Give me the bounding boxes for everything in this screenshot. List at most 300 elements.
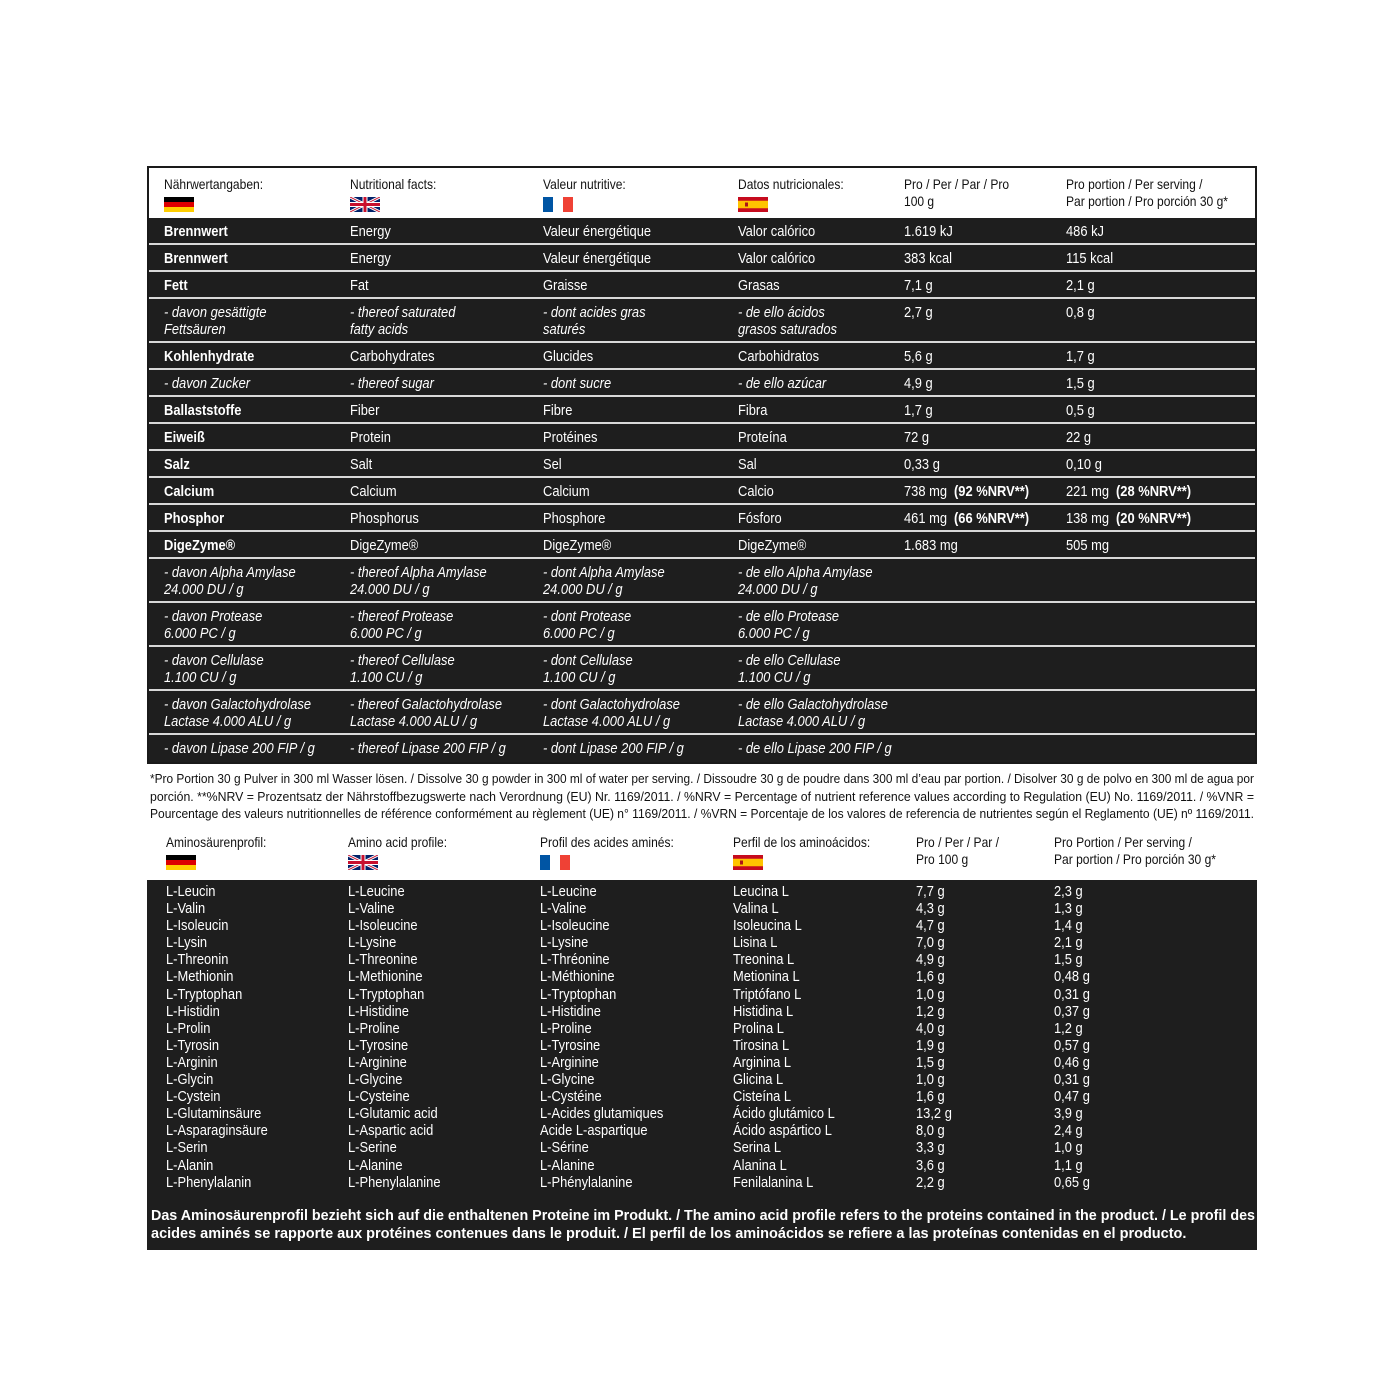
nutrition-cell-per100 xyxy=(896,603,1058,645)
nutrition-cell-serving xyxy=(1058,532,1259,557)
cell-text: - davon Alpha Amylase xyxy=(164,564,296,581)
nutrition-cell-serving xyxy=(1058,505,1259,530)
cell-text: Fiber xyxy=(350,402,380,419)
nutrition-row xyxy=(149,559,1255,603)
nutrition-body xyxy=(149,218,1255,762)
amino-note-line-1: Das Aminosäurenprofil bezieht sich auf die enthaltenen Proteine im Produkt. / The amino acid profile refers to the proteins contained in the product. / Le profil des xyxy=(151,1208,1255,1224)
nrv-percent: (66 %NRV**) xyxy=(954,510,1030,527)
nutrition-cell-en xyxy=(342,343,535,368)
amino-cell: L-Arginine xyxy=(348,1053,407,1071)
header-es-text: Datos nutricionales: xyxy=(738,176,844,192)
france-flag-icon xyxy=(540,855,570,870)
cell-text: Valor calórico xyxy=(738,250,816,267)
nutrition-cell-serving xyxy=(1058,603,1259,645)
amino-cell: 1,6 g xyxy=(916,1088,945,1106)
nutrition-row xyxy=(149,691,1255,735)
amino-cell: 0,48 g xyxy=(1054,968,1090,986)
cell-text: Energy xyxy=(350,250,391,267)
nutrition-cell-de xyxy=(149,559,342,601)
amino-body xyxy=(147,880,1257,1193)
cell-text-line2: grasos saturados xyxy=(738,321,837,338)
amino-cell: L-Threonin xyxy=(166,951,229,969)
cell-text-line2: 6.000 PC / g xyxy=(350,625,422,642)
nutrition-cell-fr xyxy=(535,245,730,270)
amino-header-fr-text: Profil des acides aminés: xyxy=(540,834,674,850)
nutrition-cell-per100 xyxy=(896,272,1058,297)
uk-flag-icon xyxy=(348,855,378,870)
cell-text: Valor calórico xyxy=(738,223,816,240)
amino-cell: L-Serin xyxy=(166,1139,208,1157)
amino-cell: L-Valine xyxy=(540,900,587,918)
nutrition-cell-de xyxy=(149,505,342,530)
nutrition-row xyxy=(149,397,1255,424)
amino-cell: 1,0 g xyxy=(1054,1139,1083,1157)
cell-text: Proteína xyxy=(738,429,787,446)
amino-header-de xyxy=(147,834,338,880)
amino-cell: L-Proline xyxy=(348,1019,400,1037)
amino-cell: Fenilalanina L xyxy=(733,1173,814,1191)
cell-text-line2: Fettsäuren xyxy=(164,321,226,338)
cell-text: - dont sucre xyxy=(543,375,612,392)
nutrition-cell-es xyxy=(730,397,896,422)
amino-cell: Prolina L xyxy=(733,1019,784,1037)
nutrition-cell-fr xyxy=(535,272,730,297)
cell-text-line2: 6.000 PC / g xyxy=(164,625,236,642)
nutrition-row xyxy=(149,245,1255,272)
nutrition-cell-es xyxy=(730,272,896,297)
amino-cell: L-Glutamic acid xyxy=(348,1105,438,1123)
cell-text: Fibre xyxy=(543,402,573,419)
amino-cell: L-Histidine xyxy=(540,1002,601,1020)
nutrition-cell-per100 xyxy=(896,370,1058,395)
cell-text-line2: Lactase 4.000 ALU / g xyxy=(738,713,866,730)
cell-text: 0,8 g xyxy=(1066,304,1095,321)
cell-text: 0,10 g xyxy=(1066,456,1102,473)
amino-cell: L-Acides glutamiques xyxy=(540,1105,664,1123)
nutrition-cell-fr xyxy=(535,478,730,503)
nutrition-row xyxy=(149,299,1255,343)
amino-col-per100 xyxy=(916,883,1054,1193)
cell-text: Energy xyxy=(350,223,391,240)
cell-text-line2: Lactase 4.000 ALU / g xyxy=(164,713,292,730)
cell-text: - dont Alpha Amylase xyxy=(543,564,665,581)
cell-text: 1,7 g xyxy=(1066,348,1095,365)
header-fr-text: Valeur nutritive: xyxy=(543,176,626,192)
amino-cell: Alanina L xyxy=(733,1156,787,1174)
amino-cell: 1,4 g xyxy=(1054,917,1083,935)
cell-text: Protein xyxy=(350,429,391,446)
nutrition-cell-es xyxy=(730,343,896,368)
amino-col-serving xyxy=(1054,883,1257,1193)
nutrition-cell-serving xyxy=(1058,647,1259,689)
cell-text-line2: 24.000 DU / g xyxy=(543,581,623,598)
nutrition-cell-serving xyxy=(1058,370,1259,395)
amino-cell: 1,3 g xyxy=(1054,900,1083,918)
amino-cell: Cisteína L xyxy=(733,1088,792,1106)
nutrition-cell-de xyxy=(149,343,342,368)
amino-cell: 1,0 g xyxy=(916,1071,945,1089)
nutrition-cell-fr xyxy=(535,299,730,341)
cell-text: Phosphor xyxy=(164,510,225,527)
nutrition-cell-de xyxy=(149,691,342,733)
nutrition-cell-es xyxy=(730,218,896,243)
nutrition-cell-per100 xyxy=(896,691,1058,733)
nutrition-cell-per100 xyxy=(896,532,1058,557)
nutrition-cell-es xyxy=(730,691,896,733)
cell-text: Grasas xyxy=(738,277,780,294)
nutrition-cell-en xyxy=(342,370,535,395)
nutrition-cell-en xyxy=(342,505,535,530)
nutrition-cell-serving xyxy=(1058,691,1259,733)
amino-cell: L-Phénylalanine xyxy=(540,1173,633,1191)
amino-cell: 0,47 g xyxy=(1054,1088,1090,1106)
cell-text-line2: 1.100 CU / g xyxy=(164,669,237,686)
nutrition-cell-per100 xyxy=(896,451,1058,476)
cell-text: 72 g xyxy=(904,429,930,446)
nutrition-cell-de xyxy=(149,603,342,645)
amino-col-en xyxy=(338,883,530,1193)
nutrition-row xyxy=(149,532,1255,559)
cell-text: Salz xyxy=(164,456,190,473)
amino-cell: L-Valine xyxy=(348,900,395,918)
nutrition-cell-serving xyxy=(1058,299,1259,341)
cell-text: - davon Zucker xyxy=(164,375,251,392)
amino-cell: 7,7 g xyxy=(916,883,945,900)
spain-flag-icon xyxy=(733,855,763,870)
nutrition-cell-es xyxy=(730,478,896,503)
cell-text: - dont acides gras xyxy=(543,304,646,321)
nutrition-cell-es xyxy=(730,451,896,476)
amino-cell: 0,46 g xyxy=(1054,1053,1090,1071)
nutrition-cell-en xyxy=(342,299,535,341)
cell-text: - dont Galactohydrolase xyxy=(543,696,680,713)
nutrition-cell-per100 xyxy=(896,299,1058,341)
cell-text: - davon Lipase 200 FIP / g xyxy=(164,740,315,757)
cell-text: Brennwert xyxy=(164,223,228,240)
nutrition-cell-es xyxy=(730,647,896,689)
amino-cell: L-Leucin xyxy=(166,883,216,900)
amino-cell: L-Histidine xyxy=(348,1002,409,1020)
nutrition-cell-en xyxy=(342,603,535,645)
cell-text: Carbohydrates xyxy=(350,348,435,365)
amino-cell: L-Glutaminsäure xyxy=(166,1105,262,1123)
amino-cell: L-Leucine xyxy=(540,883,597,900)
cell-text: - de ello Lipase 200 FIP / g xyxy=(738,740,892,757)
amino-cell: L-Arginin xyxy=(166,1053,218,1071)
cell-text: 2,7 g xyxy=(904,304,933,321)
nutrition-cell-fr xyxy=(535,397,730,422)
header-en xyxy=(342,176,535,218)
cell-text: DigeZyme® xyxy=(164,537,236,554)
amino-col-es xyxy=(726,883,916,1193)
cell-text: - thereof saturated xyxy=(350,304,456,321)
cell-text-line2: 1.100 CU / g xyxy=(543,669,616,686)
cell-text: 22 g xyxy=(1066,429,1092,446)
nutrition-cell-en xyxy=(342,272,535,297)
amino-cell: 7,0 g xyxy=(916,934,945,952)
spain-flag-icon xyxy=(738,197,768,212)
cell-text: - davon gesättigte xyxy=(164,304,267,321)
amino-cell: 3,9 g xyxy=(1054,1105,1083,1123)
amino-cell: L-Méthionine xyxy=(540,968,615,986)
nutrition-row xyxy=(149,272,1255,299)
header-per100-line1: Pro / Per / Par / Pro xyxy=(904,176,1010,192)
uk-flag-icon xyxy=(350,197,380,212)
nutrition-cell-de xyxy=(149,735,342,762)
nutrition-cell-per100 xyxy=(896,647,1058,689)
nutrition-cell-es xyxy=(730,603,896,645)
amino-cell: L-Proline xyxy=(540,1019,592,1037)
amino-cell: 2,1 g xyxy=(1054,934,1083,952)
amino-cell: 13,2 g xyxy=(916,1105,952,1123)
nutrition-cell-fr xyxy=(535,532,730,557)
amino-cell: 4,9 g xyxy=(916,951,945,969)
cell-text-line2: saturés xyxy=(543,321,586,338)
footnote-line-2: porción. **%NRV = Prozentsatz der Nährstoffbezugswerte nach Verordnung (EU) Nr. 1169/2011. / %NRV = Percentage of nutrient reference values according to Regulation (EU) No. 1169/2011. / %VNR = xyxy=(150,788,1254,804)
amino-cell: 2,2 g xyxy=(916,1173,945,1191)
nrv-percent: (92 %NRV**) xyxy=(954,483,1030,500)
nutrition-cell-de xyxy=(149,370,342,395)
cell-text: Graisse xyxy=(543,277,588,294)
amino-cell: 2,4 g xyxy=(1054,1122,1083,1140)
amino-cell: 0,31 g xyxy=(1054,985,1090,1003)
nutrition-cell-fr xyxy=(535,691,730,733)
cell-text: 486 kJ xyxy=(1066,223,1105,240)
cell-text: Sel xyxy=(543,456,562,473)
nutrition-cell-de xyxy=(149,532,342,557)
amino-cell: 0,37 g xyxy=(1054,1002,1090,1020)
cell-text: 383 kcal xyxy=(904,250,953,267)
cell-text: - dont Lipase 200 FIP / g xyxy=(543,740,684,757)
amino-header-serving xyxy=(1054,834,1257,880)
nutrition-row xyxy=(149,451,1255,478)
cell-text: 1,5 g xyxy=(1066,375,1095,392)
nutrition-cell-serving xyxy=(1058,397,1259,422)
amino-cell: Tirosina L xyxy=(733,1036,790,1054)
amino-cell: Leucina L xyxy=(733,883,789,900)
amino-profile-note xyxy=(147,1193,1257,1250)
cell-text: 7,1 g xyxy=(904,277,933,294)
cell-text: Calcium xyxy=(164,483,215,500)
nutrition-row xyxy=(149,370,1255,397)
germany-flag-icon xyxy=(164,197,194,212)
nutrition-cell-fr xyxy=(535,424,730,449)
amino-cell: L-Isoleucine xyxy=(348,917,418,935)
nutrition-cell-es xyxy=(730,370,896,395)
cell-text: 505 mg xyxy=(1066,537,1110,554)
amino-col-fr xyxy=(530,883,726,1193)
amino-cell: 4,3 g xyxy=(916,900,945,918)
cell-text: Fat xyxy=(350,277,369,294)
nutrition-cell-en xyxy=(342,218,535,243)
amino-cell: L-Methionin xyxy=(166,968,234,986)
cell-text: - de ello Galactohydrolase xyxy=(738,696,888,713)
nutrition-footnote xyxy=(147,764,1257,830)
amino-header-row xyxy=(147,830,1257,880)
nutrition-row xyxy=(149,647,1255,691)
cell-text: Calcio xyxy=(738,483,774,500)
nutrition-cell-es xyxy=(730,735,896,762)
nrv-percent: (28 %NRV**) xyxy=(1116,483,1192,500)
amino-cell: L-Valin xyxy=(166,900,206,918)
amino-cell: Metionina L xyxy=(733,968,800,986)
cell-text: Phosphorus xyxy=(350,510,419,527)
header-serving xyxy=(1058,176,1259,218)
amino-cell: L-Tyrosine xyxy=(348,1036,409,1054)
nutrition-cell-de xyxy=(149,397,342,422)
nutrition-cell-en xyxy=(342,424,535,449)
nutrition-cell-fr xyxy=(535,735,730,762)
cell-text: DigeZyme® xyxy=(350,537,419,554)
nutrition-cell-per100 xyxy=(896,343,1058,368)
amino-cell: 0,31 g xyxy=(1054,1071,1090,1089)
header-serving-line1: Pro portion / Per serving / xyxy=(1066,176,1203,192)
cell-text: Fett xyxy=(164,277,188,294)
nutrition-cell-de xyxy=(149,272,342,297)
nrv-percent: (20 %NRV**) xyxy=(1116,510,1192,527)
cell-text: - de ello azúcar xyxy=(738,375,827,392)
nutrition-cell-fr xyxy=(535,451,730,476)
amino-cell: Triptófano L xyxy=(733,985,802,1003)
nutrition-cell-en xyxy=(342,559,535,601)
nutrition-cell-per100 xyxy=(896,478,1058,503)
amino-note-line-2: acides aminés se rapporte aux protéines contenues dans le produit. / El perfil de los aminoácidos se refiere a las proteínas contenidas en el producto. xyxy=(151,1226,1187,1242)
amino-cell: 1,1 g xyxy=(1054,1156,1083,1174)
amino-header-per100-line1: Pro / Per / Par / xyxy=(916,834,999,850)
amino-cell: Ácido glutámico L xyxy=(733,1105,835,1123)
label-sheet xyxy=(147,166,1257,1250)
cell-text: - de ello ácidos xyxy=(738,304,825,321)
amino-cell: L-Phenylalanin xyxy=(166,1173,252,1191)
nutrition-row xyxy=(149,505,1255,532)
amino-cell: L-Glycin xyxy=(166,1071,214,1089)
nutrition-cell-fr xyxy=(535,603,730,645)
cell-text: - dont Protease xyxy=(543,608,632,625)
amino-cell: L-Cystein xyxy=(166,1088,221,1106)
amino-header-en xyxy=(338,834,530,880)
amino-cell: Treonina L xyxy=(733,951,795,969)
amino-cell: 1,2 g xyxy=(1054,1019,1083,1037)
amino-cell: L-Cysteine xyxy=(348,1088,410,1106)
nutrition-cell-per100 xyxy=(896,505,1058,530)
amino-cell: L-Lysine xyxy=(348,934,397,952)
nutrition-cell-de xyxy=(149,478,342,503)
nutrition-cell-es xyxy=(730,505,896,530)
amino-cell: 1,2 g xyxy=(916,1002,945,1020)
amino-cell: L-Aspartic acid xyxy=(348,1122,434,1140)
cell-text: Ballaststoffe xyxy=(164,402,242,419)
amino-cell: Histidina L xyxy=(733,1002,794,1020)
amino-cell: L-Tryptophan xyxy=(166,985,243,1003)
header-de-text: Nährwertangaben: xyxy=(164,176,264,192)
cell-text: 2,1 g xyxy=(1066,277,1095,294)
cell-text: DigeZyme® xyxy=(738,537,807,554)
nutrition-cell-serving xyxy=(1058,478,1259,503)
nutrition-cell-en xyxy=(342,451,535,476)
amino-cell: L-Arginine xyxy=(540,1053,599,1071)
cell-text: - davon Protease xyxy=(164,608,263,625)
nutrition-cell-serving xyxy=(1058,245,1259,270)
cell-text: Glucides xyxy=(543,348,594,365)
nutrition-cell-fr xyxy=(535,370,730,395)
footnote-line-1: *Pro Portion 30 g Pulver in 300 ml Wasser lösen. / Dissolve 30 g powder in 300 ml of water per serving. / Dissoudre 30 g de poudre dans 300 ml d’eau par portion. / Disolver 30 g de polvo en 300 ml de agua por xyxy=(150,771,1254,786)
amino-cell: L-Sérine xyxy=(540,1139,589,1157)
amino-cell: L-Thréonine xyxy=(540,951,610,969)
cell-text: - thereof Cellulase xyxy=(350,652,455,669)
amino-cell: L-Alanin xyxy=(166,1156,214,1174)
nutrition-cell-en xyxy=(342,691,535,733)
cell-text: Brennwert xyxy=(164,250,228,267)
cell-text: Calcium xyxy=(543,483,590,500)
cell-text: DigeZyme® xyxy=(543,537,612,554)
amino-cell: L-Glycine xyxy=(348,1071,403,1089)
nutrition-cell-serving xyxy=(1058,451,1259,476)
cell-text-line2: 6.000 PC / g xyxy=(738,625,810,642)
nutrition-cell-per100 xyxy=(896,397,1058,422)
amino-cell: 0,65 g xyxy=(1054,1173,1090,1191)
amino-cell: 0,57 g xyxy=(1054,1036,1090,1054)
germany-flag-icon xyxy=(166,855,196,870)
amino-cell: L-Glycine xyxy=(540,1071,595,1089)
cell-text: - de ello Protease xyxy=(738,608,840,625)
nutrition-cell-en xyxy=(342,397,535,422)
amino-cell: L-Asparaginsäure xyxy=(166,1122,268,1140)
amino-cell: L-Tryptophan xyxy=(540,985,617,1003)
header-de xyxy=(149,176,342,218)
nutrition-cell-de xyxy=(149,299,342,341)
header-fr xyxy=(535,176,730,218)
header-serving-line2: Par portion / Pro porción 30 g* xyxy=(1066,193,1228,209)
cell-text: 1.619 kJ xyxy=(904,223,953,240)
amino-cell: 1,5 g xyxy=(1054,951,1083,969)
nutrition-row xyxy=(149,603,1255,647)
cell-text-line2: Lactase 4.000 ALU / g xyxy=(350,713,478,730)
amino-cell: L-Isoleucin xyxy=(166,917,229,935)
amino-header-serving-line2: Par portion / Pro porción 30 g* xyxy=(1054,851,1216,867)
nutrition-header-row xyxy=(149,168,1255,218)
amino-cell: L-Tyrosine xyxy=(540,1036,601,1054)
amino-header-en-text: Amino acid profile: xyxy=(348,834,448,850)
nutrition-cell-es xyxy=(730,532,896,557)
nutrition-row xyxy=(149,478,1255,505)
cell-text: 115 kcal xyxy=(1066,250,1114,267)
amino-cell: 3,6 g xyxy=(916,1156,945,1174)
cell-text-line2: fatty acids xyxy=(350,321,409,338)
cell-text: 0,5 g xyxy=(1066,402,1095,419)
cell-text: 138 mg xyxy=(1066,510,1110,527)
amino-cell: 1,9 g xyxy=(916,1036,945,1054)
header-per100 xyxy=(896,176,1058,218)
nutrition-row xyxy=(149,424,1255,451)
cell-text: - thereof Protease xyxy=(350,608,454,625)
amino-cell: L-Serine xyxy=(348,1139,397,1157)
amino-cell: L-Threonine xyxy=(348,951,418,969)
amino-cell: Valina L xyxy=(733,900,779,918)
cell-text: Valeur énergétique xyxy=(543,250,652,267)
amino-cell: Arginina L xyxy=(733,1053,792,1071)
nutrition-cell-de xyxy=(149,218,342,243)
cell-text: Calcium xyxy=(350,483,397,500)
nutrition-cell-en xyxy=(342,478,535,503)
nutrition-cell-per100 xyxy=(896,218,1058,243)
cell-text: 221 mg xyxy=(1066,483,1110,500)
nutrition-cell-per100 xyxy=(896,245,1058,270)
amino-header-es-text: Perfil de los aminoácidos: xyxy=(733,834,871,850)
header-per100-line2: 100 g xyxy=(904,193,935,209)
nutrition-cell-per100 xyxy=(896,424,1058,449)
nutrition-cell-es xyxy=(730,559,896,601)
nutrition-cell-fr xyxy=(535,505,730,530)
